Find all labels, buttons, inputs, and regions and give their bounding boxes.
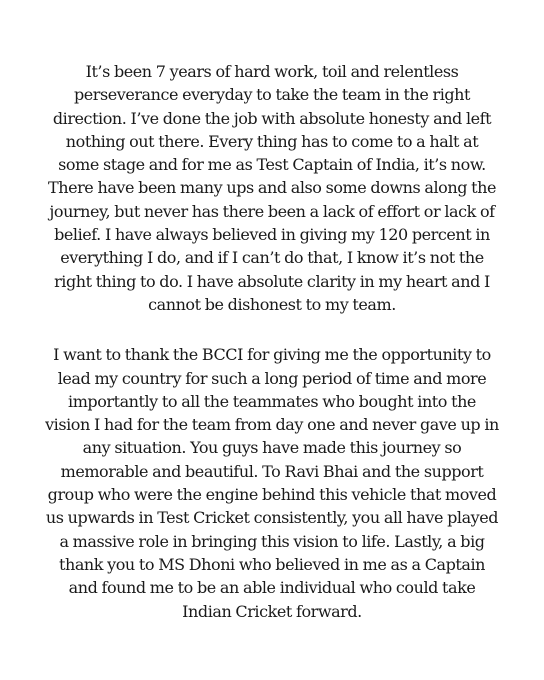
text-line: some stage and for me as Test Captain of India, it’s now. (58, 155, 486, 175)
text-line: a massive role in bringing this vision to life. Lastly, a big (59, 531, 485, 551)
text-line: belief. I have always believed in giving my 120 percent in (54, 225, 490, 245)
paragraph-1 (24, 60, 520, 316)
text-line: vision I had for the team from day one and never gave up in (45, 415, 499, 435)
text-line: nothing out there. Every thing has to come to a halt at (65, 131, 479, 151)
text-line: There have been many ups and also some downs along the (48, 178, 496, 198)
text-line: direction. I’ve done the job with absolute honesty and left (52, 108, 492, 128)
text-line: memorable and beautiful. To Ravi Bhai and the support (60, 461, 484, 481)
paragraph-2 (24, 343, 520, 623)
statement-text (24, 60, 520, 623)
text-line: thank you to MS Dhoni who believed in me as a Captain (58, 554, 485, 574)
text-line: It’s been 7 years of hard work, toil and relentless (85, 62, 459, 81)
text-line: lead my country for such a long period of time and more (57, 368, 487, 388)
text-line: cannot be dishonest to my team. (148, 294, 396, 314)
text-line: any situation. You guys have made this journey so (82, 438, 462, 458)
text-line: group who were the engine behind this vehicle that moved (47, 485, 497, 505)
text-line: importantly to all the teammates who bought into the (68, 391, 476, 411)
text-line: us upwards in Test Cricket consistently, you all have played (45, 508, 499, 528)
text-line: I want to thank the BCCI for giving me the opportunity to (53, 345, 491, 365)
text-line: everything I do, and if I can’t do that, I know it’s not the (60, 248, 484, 268)
text-line: Indian Cricket forward. (182, 601, 362, 621)
text-line: journey, but never has there been a lack of effort or lack of (49, 201, 495, 221)
text-line: perseverance everyday to take the team in the right (73, 85, 471, 105)
text-line: right thing to do. I have absolute clarity in my heart and I (54, 271, 490, 291)
text-line: and found me to be an able individual who could take (68, 578, 476, 598)
